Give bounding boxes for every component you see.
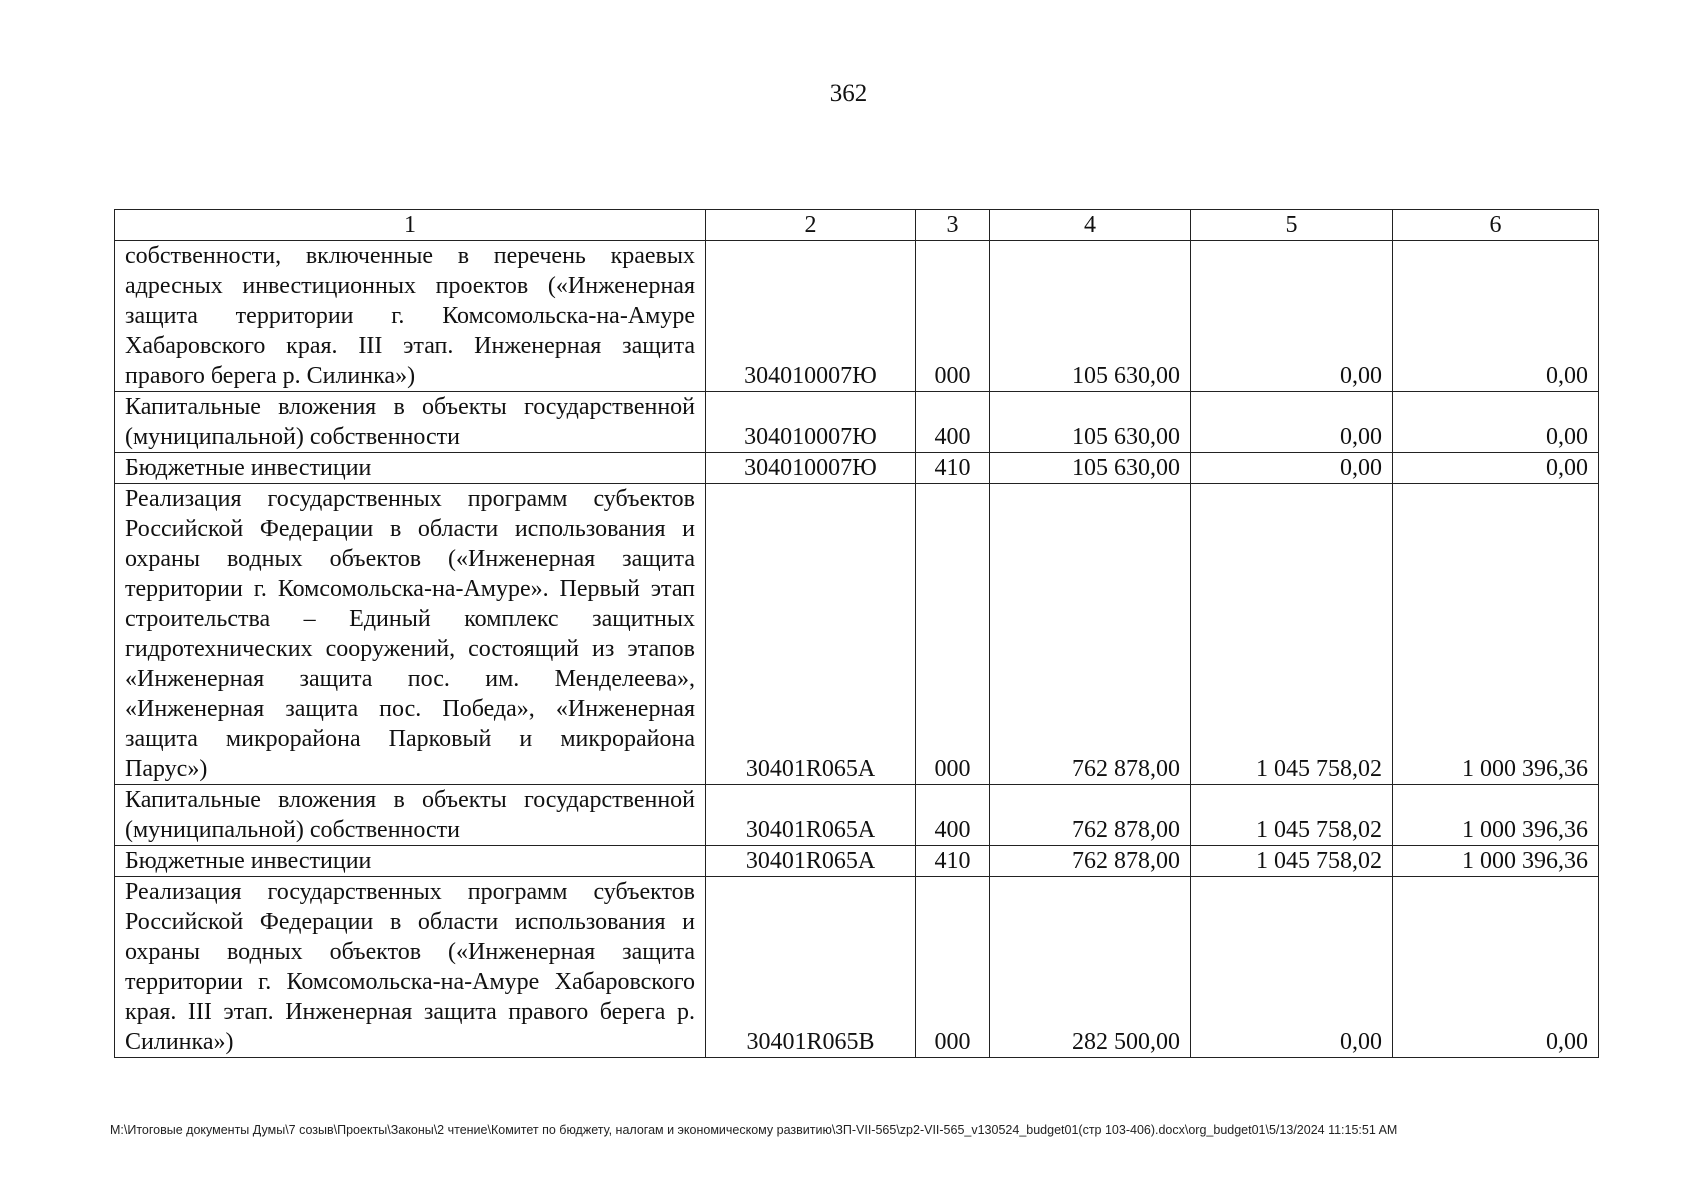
table-row	[115, 846, 1599, 877]
table-row	[115, 241, 1599, 392]
row-name: Бюджетные инвестиции	[115, 453, 706, 484]
row-amount-col5: 1 045 758,02	[1191, 785, 1393, 846]
row-expense-type: 400	[916, 785, 990, 846]
row-amount-col6: 1 000 396,36	[1393, 785, 1599, 846]
column-header-6: 6	[1393, 210, 1599, 241]
row-name: Капитальные вложения в объекты государственной (муниципальной) собственности	[115, 392, 706, 453]
row-amount-col5: 0,00	[1191, 241, 1393, 392]
row-amount-col6: 0,00	[1393, 241, 1599, 392]
row-amount-col4: 105 630,00	[990, 241, 1191, 392]
row-amount-col4: 762 878,00	[990, 484, 1191, 785]
row-name: собственности, включенные в перечень краевых адресных инвестиционных проектов («Инженерная защита территории г. Комсомольска-на-Амуре Хабаровского края. III этап. Инженерная защита правого берега р. Силинка»)	[115, 241, 706, 392]
row-expense-type: 000	[916, 877, 990, 1058]
row-target-code: 30401R065A	[706, 846, 916, 877]
row-target-code: 30401R065A	[706, 484, 916, 785]
row-expense-type: 400	[916, 392, 990, 453]
column-header-1: 1	[115, 210, 706, 241]
row-amount-col4: 762 878,00	[990, 846, 1191, 877]
row-amount-col4: 282 500,00	[990, 877, 1191, 1058]
row-amount-col4: 105 630,00	[990, 453, 1191, 484]
row-expense-type: 410	[916, 846, 990, 877]
row-expense-type: 000	[916, 484, 990, 785]
table-header-row	[115, 210, 1599, 241]
page-number: 362	[829, 80, 868, 107]
footer-file-path: M:\Итоговые документы Думы\7 созыв\Проекты\Законы\2 чтение\Комитет по бюджету, налогам и экономическому развитию\ЗП-VII-565\zp2-VII-565_v130524_budget01(стр 103-406).docx\org_budget01\5/13/2024 11:15:51 AM	[110, 1123, 1398, 1137]
row-amount-col5: 1 045 758,02	[1191, 484, 1393, 785]
table-row	[115, 453, 1599, 484]
table-row	[115, 484, 1599, 785]
row-amount-col5: 0,00	[1191, 453, 1393, 484]
row-name: Бюджетные инвестиции	[115, 846, 706, 877]
column-header-2: 2	[706, 210, 916, 241]
budget-table	[114, 209, 1599, 1058]
row-amount-col4: 105 630,00	[990, 392, 1191, 453]
row-target-code: 304010007Ю	[706, 241, 916, 392]
row-amount-col4: 762 878,00	[990, 785, 1191, 846]
row-amount-col6: 1 000 396,36	[1393, 846, 1599, 877]
row-expense-type: 000	[916, 241, 990, 392]
row-target-code: 304010007Ю	[706, 453, 916, 484]
column-header-3: 3	[916, 210, 990, 241]
row-name: Реализация государственных программ субъектов Российской Федерации в области использования и охраны водных объектов («Инженерная защита территории г. Комсомольска-на-Амуре Хабаровского края. III этап. Инженерная защита правого берега р. Силинка»)	[115, 877, 706, 1058]
row-amount-col6: 0,00	[1393, 877, 1599, 1058]
table-row	[115, 877, 1599, 1058]
row-amount-col5: 1 045 758,02	[1191, 846, 1393, 877]
row-amount-col5: 0,00	[1191, 392, 1393, 453]
row-expense-type: 410	[916, 453, 990, 484]
row-name: Реализация государственных программ субъектов Российской Федерации в области использования и охраны водных объектов («Инженерная защита территории г. Комсомольска-на-Амуре». Первый этап строительства – Единый комплекс защитных гидротехнических сооружений, состоящий из этапов «Инженерная защита пос. им. Менделеева», «Инженерная защита пос. Победа», «Инженерная защита микрорайона Парковый и микрорайона Парус»)	[115, 484, 706, 785]
table-row	[115, 392, 1599, 453]
row-target-code: 304010007Ю	[706, 392, 916, 453]
column-header-5: 5	[1191, 210, 1393, 241]
column-header-4: 4	[990, 210, 1191, 241]
table-row	[115, 785, 1599, 846]
row-target-code: 30401R065B	[706, 877, 916, 1058]
row-name: Капитальные вложения в объекты государственной (муниципальной) собственности	[115, 785, 706, 846]
row-amount-col5: 0,00	[1191, 877, 1393, 1058]
row-amount-col6: 0,00	[1393, 453, 1599, 484]
row-amount-col6: 1 000 396,36	[1393, 484, 1599, 785]
row-amount-col6: 0,00	[1393, 392, 1599, 453]
row-target-code: 30401R065A	[706, 785, 916, 846]
